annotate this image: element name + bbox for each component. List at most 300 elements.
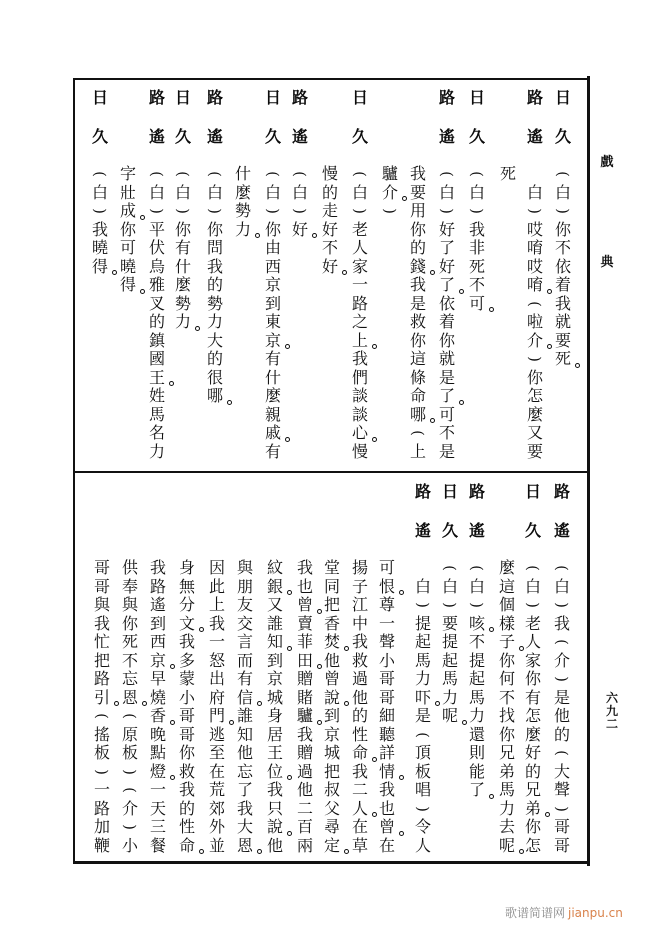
- text-glyph: 友: [236, 595, 253, 614]
- text-glyph: 哥: [378, 687, 395, 707]
- text-glyph: 奉: [121, 576, 138, 596]
- text-glyph: 死: [499, 164, 516, 183]
- text-glyph: 分: [178, 595, 195, 614]
- text-glyph: 只: [266, 798, 283, 818]
- speaker-label: [413, 482, 433, 559]
- text-glyph: 你: [178, 743, 195, 762]
- text-glyph: 我: [206, 256, 223, 276]
- text-glyph: 中: [351, 613, 368, 633]
- text-glyph: 荒: [208, 780, 225, 799]
- period-mark: [170, 775, 175, 780]
- period-mark: [372, 812, 377, 817]
- dialogue-column: [263, 88, 283, 461]
- text-glyph: 王: [147, 369, 167, 388]
- text-glyph: 曉: [91, 238, 108, 257]
- text-glyph: 麼: [524, 724, 541, 744]
- speaker-label: [498, 88, 518, 165]
- text-glyph: 門: [207, 707, 227, 726]
- speaker-label: [467, 88, 487, 165]
- speaker-char: 路: [553, 482, 570, 501]
- text-glyph: 他: [351, 687, 368, 707]
- text-glyph: 條: [409, 367, 426, 387]
- period-mark: [285, 344, 290, 349]
- text-glyph: 位: [265, 763, 285, 782]
- speaker-char: 日: [554, 88, 571, 107]
- dialogue-text: [290, 165, 310, 239]
- text-glyph: 說: [322, 689, 342, 708]
- text-glyph: 路: [93, 669, 110, 688]
- text-glyph: 他: [323, 650, 340, 670]
- text-glyph: 有: [264, 441, 281, 461]
- text-glyph: [173, 165, 193, 184]
- text-glyph: 要: [409, 182, 426, 202]
- text-glyph: 力: [206, 312, 223, 331]
- period-mark: [489, 307, 494, 312]
- text-glyph: 白: [553, 576, 570, 596]
- text-glyph: 到: [266, 650, 283, 670]
- text-glyph: 一: [208, 632, 225, 651]
- text-glyph: 哥: [93, 558, 110, 577]
- text-glyph: 馬: [414, 650, 431, 670]
- period-mark: [545, 812, 550, 817]
- text-glyph: 朋: [236, 576, 253, 596]
- text-glyph: 城: [266, 687, 283, 707]
- text-glyph: 家: [351, 256, 368, 276]
- text-glyph: 白: [468, 182, 485, 202]
- text-glyph: 鞭: [93, 835, 110, 855]
- open-paren: (: [523, 565, 542, 571]
- text-glyph: [350, 202, 370, 221]
- text-glyph: 白: [291, 182, 308, 202]
- dialogue-column: [525, 88, 545, 461]
- page-number-digit: 九: [605, 704, 618, 718]
- text-glyph: 起: [468, 669, 485, 688]
- text-glyph: 我: [553, 613, 570, 633]
- text-glyph: [440, 559, 460, 578]
- text-glyph: 賭: [296, 687, 313, 707]
- dialogue-column: [553, 88, 573, 369]
- text-glyph: 與: [93, 595, 110, 614]
- text-glyph: 城: [323, 743, 340, 762]
- text-glyph: 香: [323, 613, 340, 633]
- text-glyph: 談: [351, 404, 368, 424]
- dialogue-text: [437, 165, 457, 461]
- text-glyph: 把: [323, 761, 340, 781]
- text-glyph: 也: [296, 576, 313, 596]
- text-glyph: 因: [208, 558, 225, 577]
- text-glyph: 是: [553, 687, 570, 707]
- text-glyph: 力: [468, 706, 485, 725]
- text-glyph: [120, 818, 140, 837]
- text-glyph: 介: [553, 650, 570, 670]
- text-glyph: 小: [178, 687, 195, 707]
- speaker-char: 久: [441, 521, 458, 540]
- text-glyph: 忘: [121, 669, 138, 688]
- text-glyph: [90, 202, 110, 221]
- text-glyph: 你: [526, 367, 543, 387]
- text-glyph: 不: [468, 275, 485, 294]
- text-glyph: 餐: [149, 835, 166, 855]
- text-glyph: 哥: [93, 576, 110, 596]
- text-glyph: [92, 763, 112, 782]
- text-glyph: 麼: [498, 558, 515, 577]
- text-glyph: 呢: [497, 837, 517, 856]
- close-paren: ): [467, 208, 486, 214]
- speaker-char: 遙: [526, 127, 543, 146]
- period-mark: [287, 831, 292, 836]
- close-paren: ): [525, 208, 544, 214]
- text-glyph: 並: [208, 835, 225, 855]
- close-paren: ): [552, 602, 571, 608]
- text-glyph: 問: [206, 238, 223, 257]
- text-glyph: 是: [414, 706, 431, 725]
- close-paren: ): [413, 805, 432, 812]
- text-glyph: 一: [149, 780, 166, 799]
- text-glyph: 到: [264, 293, 281, 313]
- speaker-label: [320, 88, 340, 165]
- dialogue-text: [380, 165, 400, 221]
- text-glyph: 哥: [378, 669, 395, 688]
- dialogue-column: [207, 482, 227, 855]
- text-glyph: 救: [178, 761, 195, 781]
- text-glyph: [437, 165, 457, 184]
- dialogue-column: [437, 88, 457, 461]
- period-mark: [257, 849, 262, 854]
- text-glyph: 你: [524, 817, 541, 836]
- speaker-char: 日: [468, 88, 485, 107]
- text-glyph: 百: [296, 817, 313, 836]
- text-glyph: 的: [321, 182, 338, 202]
- text-glyph: 姓: [148, 386, 165, 405]
- text-glyph: 性: [351, 724, 368, 744]
- speaker-label: [120, 482, 140, 559]
- text-glyph: 伏: [148, 238, 165, 257]
- text-glyph: 我: [468, 219, 485, 239]
- text-glyph: 好: [524, 743, 541, 762]
- text-glyph: 搖: [93, 724, 110, 744]
- middle-divider-rule: [75, 471, 588, 473]
- text-glyph: 死: [553, 350, 573, 369]
- text-glyph: 聽: [378, 724, 395, 744]
- text-glyph: 白: [468, 576, 485, 596]
- open-paren: (: [120, 787, 139, 793]
- dialogue-text: [177, 559, 197, 855]
- text-glyph: 上: [409, 441, 426, 461]
- text-glyph: [552, 633, 572, 652]
- text-glyph: 個: [498, 595, 515, 614]
- dialogue-text: [498, 165, 518, 184]
- running-title-char-1: 戲: [600, 155, 614, 170]
- text-glyph: 燒: [149, 687, 166, 707]
- text-glyph: 哥: [178, 724, 195, 744]
- speaker-label: [440, 482, 460, 559]
- text-glyph: 出: [208, 669, 225, 688]
- text-glyph: [120, 763, 140, 782]
- dialogue-column: [92, 482, 112, 855]
- text-glyph: 上: [208, 595, 225, 614]
- dialogue-column: [408, 88, 428, 461]
- text-glyph: 你: [498, 724, 515, 744]
- period-mark: [462, 720, 467, 725]
- text-glyph: 白: [351, 182, 368, 202]
- text-glyph: 得: [118, 276, 138, 295]
- text-glyph: 銀: [265, 578, 285, 597]
- text-glyph: 還: [468, 724, 485, 744]
- text-glyph: 人: [414, 835, 431, 855]
- period-mark: [285, 437, 290, 442]
- speaker-label: [265, 482, 285, 559]
- close-paren: ): [205, 208, 224, 214]
- period-mark: [547, 344, 552, 349]
- text-glyph: 什: [174, 256, 191, 276]
- speaker-char: 久: [91, 127, 108, 146]
- dialogue-column: [497, 482, 517, 855]
- text-glyph: [120, 781, 140, 800]
- text-glyph: 哥: [178, 706, 195, 725]
- text-glyph: 可: [378, 558, 395, 577]
- open-paren: (: [90, 171, 109, 177]
- text-glyph: 西: [149, 632, 166, 651]
- text-glyph: 的: [409, 238, 426, 257]
- text-glyph: 白: [414, 576, 431, 596]
- text-glyph: 身: [266, 706, 283, 725]
- period-mark: [170, 664, 175, 669]
- dialogue-column: [173, 88, 193, 332]
- text-glyph: 不: [321, 238, 338, 257]
- speaker-label: [322, 482, 342, 559]
- text-glyph: 提: [468, 650, 485, 670]
- text-glyph: 慢: [321, 164, 338, 183]
- dialogue-column: [147, 88, 167, 461]
- period-mark: [199, 627, 204, 632]
- text-glyph: 父: [323, 798, 340, 818]
- text-glyph: 不: [438, 423, 455, 442]
- text-glyph: 去: [498, 817, 515, 836]
- period-mark: [519, 646, 524, 651]
- speaker-label: [235, 482, 255, 559]
- text-glyph: 大: [236, 817, 253, 836]
- text-glyph: 咳: [467, 615, 487, 634]
- dialogue-column: [440, 482, 460, 726]
- text-glyph: 好: [320, 258, 340, 277]
- text-glyph: 你: [498, 650, 515, 670]
- text-glyph: 白: [554, 182, 571, 202]
- text-glyph: 錢: [408, 258, 428, 277]
- dialogue-text: [350, 559, 370, 855]
- text-glyph: 你: [119, 219, 136, 239]
- open-paren: (: [437, 171, 456, 177]
- text-glyph: 我: [296, 558, 313, 577]
- dialogue-column: [380, 88, 400, 221]
- text-glyph: 誰: [236, 706, 253, 725]
- period-mark: [435, 701, 440, 706]
- text-glyph: 哥: [553, 835, 570, 855]
- period-mark: [344, 849, 349, 854]
- text-glyph: 又: [266, 595, 283, 614]
- period-mark: [227, 400, 232, 405]
- period-mark: [287, 590, 292, 595]
- text-glyph: 親: [264, 404, 281, 424]
- speaker-char: 遙: [206, 127, 223, 146]
- text-glyph: [552, 670, 572, 689]
- text-glyph: 贈: [296, 743, 313, 762]
- dialogue-column: [498, 88, 518, 184]
- text-glyph: [523, 596, 543, 615]
- speaker-char: 日: [441, 482, 458, 501]
- text-glyph: 起: [414, 632, 431, 651]
- text-glyph: 在: [351, 817, 368, 836]
- text-glyph: 曾: [295, 596, 315, 615]
- text-glyph: [350, 165, 370, 184]
- speaker-char: 日: [174, 88, 191, 107]
- text-glyph: 起: [441, 650, 458, 670]
- text-glyph: 聲: [553, 780, 570, 799]
- period-mark: [372, 757, 377, 762]
- speaker-label: [295, 482, 315, 559]
- text-glyph: 力: [148, 441, 165, 461]
- text-glyph: 我: [178, 632, 195, 651]
- speaker-char: 路: [468, 482, 485, 501]
- text-glyph: 馬: [441, 669, 458, 688]
- text-glyph: [467, 202, 487, 221]
- speaker-char: 久: [174, 127, 191, 146]
- text-glyph: 在: [378, 835, 395, 855]
- text-glyph: 什: [234, 164, 251, 183]
- text-glyph: 我: [93, 613, 110, 633]
- period-mark: [112, 270, 117, 275]
- dialogue-text: [350, 165, 370, 461]
- text-glyph: 詳: [378, 743, 395, 762]
- dialogue-text: [320, 165, 340, 276]
- close-paren: ): [437, 208, 456, 214]
- text-glyph: 到: [149, 613, 166, 633]
- text-glyph: 介: [121, 798, 138, 818]
- text-glyph: 名: [148, 423, 165, 442]
- text-glyph: 的: [148, 312, 165, 331]
- text-glyph: 介: [380, 184, 400, 203]
- text-glyph: 弟: [523, 800, 543, 819]
- text-glyph: 平: [148, 219, 165, 239]
- text-glyph: [92, 707, 112, 726]
- text-glyph: 老: [524, 613, 541, 633]
- period-mark: [399, 775, 404, 780]
- text-glyph: 二: [351, 780, 368, 799]
- speaker-char: 路: [148, 88, 165, 107]
- text-glyph: 聲: [378, 632, 395, 651]
- open-paren: (: [552, 565, 571, 571]
- text-glyph: 怎: [526, 386, 543, 405]
- page-number: [604, 692, 620, 731]
- text-glyph: 你: [174, 219, 191, 239]
- text-glyph: 小: [378, 650, 395, 670]
- text-glyph: 我: [554, 293, 571, 313]
- text-glyph: 兄: [498, 743, 515, 762]
- speaker-char: 遙: [553, 521, 570, 540]
- watermark-en: jianpu.cn: [568, 906, 623, 920]
- text-glyph: 老: [351, 219, 368, 239]
- text-glyph: [440, 596, 460, 615]
- text-glyph: 叉: [148, 293, 165, 313]
- text-glyph: [120, 707, 140, 726]
- speaker-label: [408, 88, 428, 165]
- text-glyph: 二: [296, 798, 313, 818]
- frame-top-rule: [74, 78, 590, 80]
- text-glyph: 好: [438, 256, 455, 276]
- text-glyph: 就: [554, 312, 571, 331]
- period-mark: [547, 289, 552, 294]
- text-glyph: [467, 559, 487, 578]
- open-paren: (: [290, 171, 309, 177]
- speaker-label: [380, 88, 400, 165]
- text-glyph: 情: [377, 763, 397, 782]
- text-glyph: 唱: [414, 780, 431, 799]
- text-glyph: 逃: [208, 724, 225, 744]
- speaker-char: 日: [264, 88, 281, 107]
- text-glyph: 吓: [413, 689, 433, 708]
- text-glyph: 大: [553, 761, 570, 781]
- text-glyph: 由: [264, 238, 281, 257]
- text-glyph: 命: [177, 837, 197, 856]
- text-glyph: 有: [236, 669, 253, 688]
- speaker-label: [350, 482, 370, 559]
- close-paren: ): [413, 602, 432, 608]
- text-glyph: 焚: [322, 633, 342, 652]
- close-paren: ): [440, 602, 459, 608]
- speaker-label: [205, 88, 225, 165]
- text-glyph: 可: [438, 404, 455, 424]
- text-glyph: [525, 165, 545, 184]
- speaker-label: [437, 88, 457, 165]
- text-glyph: 你: [409, 219, 426, 239]
- text-glyph: 令: [414, 817, 431, 836]
- text-glyph: [408, 424, 428, 443]
- period-mark: [317, 609, 322, 614]
- text-glyph: 了: [438, 238, 455, 257]
- dialogue-column: [350, 482, 370, 855]
- text-glyph: 也: [378, 798, 395, 818]
- text-glyph: 紋: [266, 558, 283, 577]
- text-glyph: [467, 596, 487, 615]
- period-mark: [169, 381, 174, 386]
- text-glyph: 命: [409, 386, 426, 405]
- speaker-label: [525, 88, 545, 165]
- text-glyph: 我: [409, 164, 426, 183]
- text-glyph: 京: [266, 669, 283, 688]
- text-glyph: 力: [441, 687, 458, 707]
- text-glyph: 家: [524, 650, 541, 670]
- close-paren: ): [523, 602, 542, 608]
- text-glyph: 白: [148, 182, 165, 202]
- period-mark: [372, 437, 377, 442]
- speaker-label: [467, 482, 487, 559]
- text-glyph: 的: [206, 275, 223, 294]
- text-glyph: 哪: [408, 406, 428, 425]
- dialogue-text: [408, 165, 428, 461]
- text-glyph: 你: [121, 613, 138, 633]
- text-glyph: 力: [414, 669, 431, 688]
- open-paren: (: [263, 171, 282, 177]
- period-mark: [287, 646, 292, 651]
- speaker-label: [148, 482, 168, 559]
- speaker-char: 久: [468, 127, 485, 146]
- text-glyph: 好: [438, 219, 455, 239]
- period-mark: [170, 720, 175, 725]
- text-glyph: 是: [438, 367, 455, 387]
- open-paren: (: [467, 171, 486, 177]
- speaker-char: 日: [91, 88, 108, 107]
- text-glyph: 字: [119, 164, 136, 183]
- text-glyph: 他: [266, 835, 283, 855]
